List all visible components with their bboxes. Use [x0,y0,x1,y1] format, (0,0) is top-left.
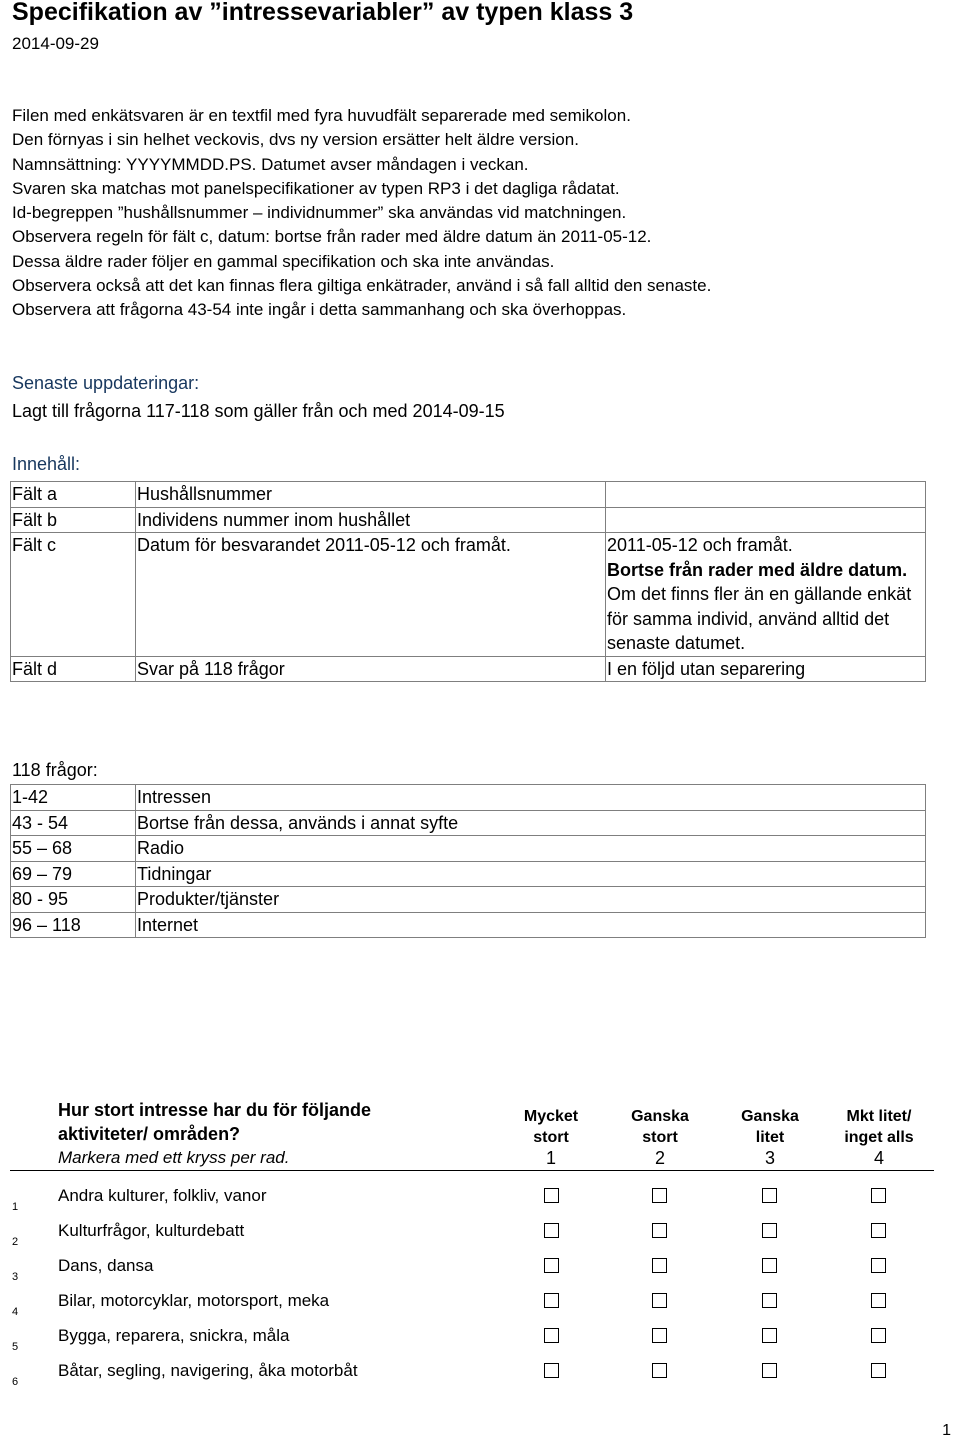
range-label: Tidningar [136,861,926,887]
checkbox[interactable] [544,1188,559,1203]
column-header-line: inget alls [844,1129,914,1146]
range-label: Intressen [136,785,926,811]
column-header-line: stort [642,1129,678,1146]
checkbox[interactable] [762,1363,777,1378]
field-description: Svar på 118 frågor [136,656,606,682]
checkbox[interactable] [762,1293,777,1308]
field-note [606,533,926,657]
item-label: Bygga, reparera, snickra, måla [58,1326,290,1345]
checkbox[interactable] [871,1363,886,1378]
field-note-emphasis: Bortse från rader med äldre datum. [607,559,908,580]
column-header-line: stort [533,1129,569,1146]
field-name: Fält a [11,482,136,508]
checkbox[interactable] [652,1223,667,1238]
checkbox[interactable] [652,1363,667,1378]
range-label: Internet [136,912,926,938]
item-number: 1 [12,1201,19,1213]
checkbox[interactable] [762,1223,777,1238]
column-number: 1 [545,1148,556,1168]
field-note: I en följd utan separering [606,656,926,682]
intro-line: Svaren ska matchas mot panelspecifikationer av typen RP3 i det dagliga rådatat. [12,178,620,198]
document-title: Specifikation av ”intressevariabler” av typen klass 3 [12,0,634,26]
item-label: Andra kulturer, folkliv, vanor [58,1186,267,1205]
checkbox[interactable] [652,1188,667,1203]
column-header [715,1106,825,1148]
item-label: Bilar, motorcyklar, motorsport, meka [58,1291,330,1310]
column-number: 3 [764,1148,775,1168]
table-row [11,656,926,682]
table-row [11,836,926,862]
table-row [11,533,926,657]
range-cell: 55 – 68 [11,836,136,862]
item-number: 6 [12,1376,19,1388]
checkbox[interactable] [871,1223,886,1238]
checkbox[interactable] [762,1258,777,1273]
range-cell: 96 – 118 [11,912,136,938]
item-number: 5 [12,1341,19,1353]
column-header-line: litet [755,1129,785,1146]
questions-label: 118 frågor: [12,760,98,780]
field-note-detail: Om det finns fler än en gällande enkät för samma individ, använd alltid det senaste datumet. [607,584,912,653]
column-header [496,1106,606,1148]
checkbox[interactable] [544,1258,559,1273]
intro-line: Filen med enkätsvaren är en textfil med fyra huvudfält separerade med semikolon. [12,106,631,125]
item-label: Dans, dansa [58,1256,154,1275]
updates-text: Lagt till frågorna 117-118 som gäller från och med 2014-09-15 [12,401,505,421]
intro-line: Observera också att det kan finnas flera giltiga enkätrader, använd i så fall alltid den senaste. [12,276,712,296]
question-ranges-table [10,784,926,938]
checkbox[interactable] [871,1328,886,1343]
field-note-line: 2011-05-12 och framåt. [607,535,793,555]
checkbox[interactable] [652,1328,667,1343]
checkbox[interactable] [762,1328,777,1343]
column-header-line: Ganska [631,1108,689,1125]
column-header [605,1106,715,1148]
range-cell: 69 – 79 [11,861,136,887]
column-header-line: Mycket [523,1108,579,1125]
range-label: Produkter/tjänster [136,887,926,913]
table-row [11,482,926,508]
survey-hint: Markera med ett kryss per rad. [58,1148,290,1167]
checkbox[interactable] [871,1188,886,1203]
intro-line: Namnsättning: YYYYMMDD.PS. Datumet avser måndagen i veckan. [12,154,529,174]
table-row [11,887,926,913]
divider [10,1170,934,1171]
field-name: Fält b [11,507,136,533]
range-cell: 1-42 [11,785,136,811]
checkbox[interactable] [544,1363,559,1378]
checkbox[interactable] [652,1258,667,1273]
intro-text [12,104,952,323]
item-label: Båtar, segling, navigering, åka motorbåt [58,1361,358,1380]
checkbox[interactable] [762,1188,777,1203]
intro-line: Observera att frågorna 43-54 inte ingår i detta sammanhang och ska överhoppas. [12,300,627,320]
item-number: 2 [12,1236,19,1248]
field-note [606,507,926,533]
checkbox[interactable] [544,1223,559,1238]
column-header-line: Mkt litet/ [846,1108,912,1125]
column-header-line: Ganska [741,1108,799,1125]
range-cell: 43 - 54 [11,810,136,836]
checkbox[interactable] [544,1293,559,1308]
field-name: Fält d [11,656,136,682]
contents-label: Innehåll: [12,454,81,474]
item-number: 4 [12,1306,19,1318]
range-label: Radio [136,836,926,862]
table-row [11,861,926,887]
intro-line: Id-begreppen ”hushållsnummer – individnummer” ska användas vid matchningen. [12,203,627,223]
table-row [11,912,926,938]
fields-table [10,481,926,682]
field-description: Datum för besvarandet 2011-05-12 och framåt. [136,533,606,657]
field-description: Individens nummer inom hushållet [136,507,606,533]
updates-heading: Senaste uppdateringar: [12,373,200,393]
page-number: 1 [942,1422,951,1439]
checkbox[interactable] [544,1328,559,1343]
item-label: Kulturfrågor, kulturdebatt [58,1221,245,1240]
checkbox[interactable] [871,1293,886,1308]
item-number: 3 [12,1271,19,1283]
document-date: 2014-09-29 [12,34,99,53]
survey-question: Hur stort intresse har du för följande aktiviteter/ områden? [58,1100,372,1144]
field-name: Fält c [11,533,136,657]
table-row [11,810,926,836]
range-cell: 80 - 95 [11,887,136,913]
checkbox[interactable] [652,1293,667,1308]
field-description: Hushållsnummer [136,482,606,508]
column-number: 2 [654,1148,665,1168]
table-row [11,785,926,811]
table-row [11,507,926,533]
range-label: Bortse från dessa, används i annat syfte [136,810,926,836]
intro-line: Den förnyas i sin helhet veckovis, dvs ny version ersätter helt äldre version. [12,130,579,150]
column-number: 4 [873,1148,884,1168]
field-note [606,482,926,508]
intro-line: Dessa äldre rader följer en gammal specifikation och ska inte användas. [12,251,555,271]
column-header [824,1106,934,1148]
checkbox[interactable] [871,1258,886,1273]
intro-line: Observera regeln för fält c, datum: bortse från rader med äldre datum än 2011-05-12. [12,227,652,247]
